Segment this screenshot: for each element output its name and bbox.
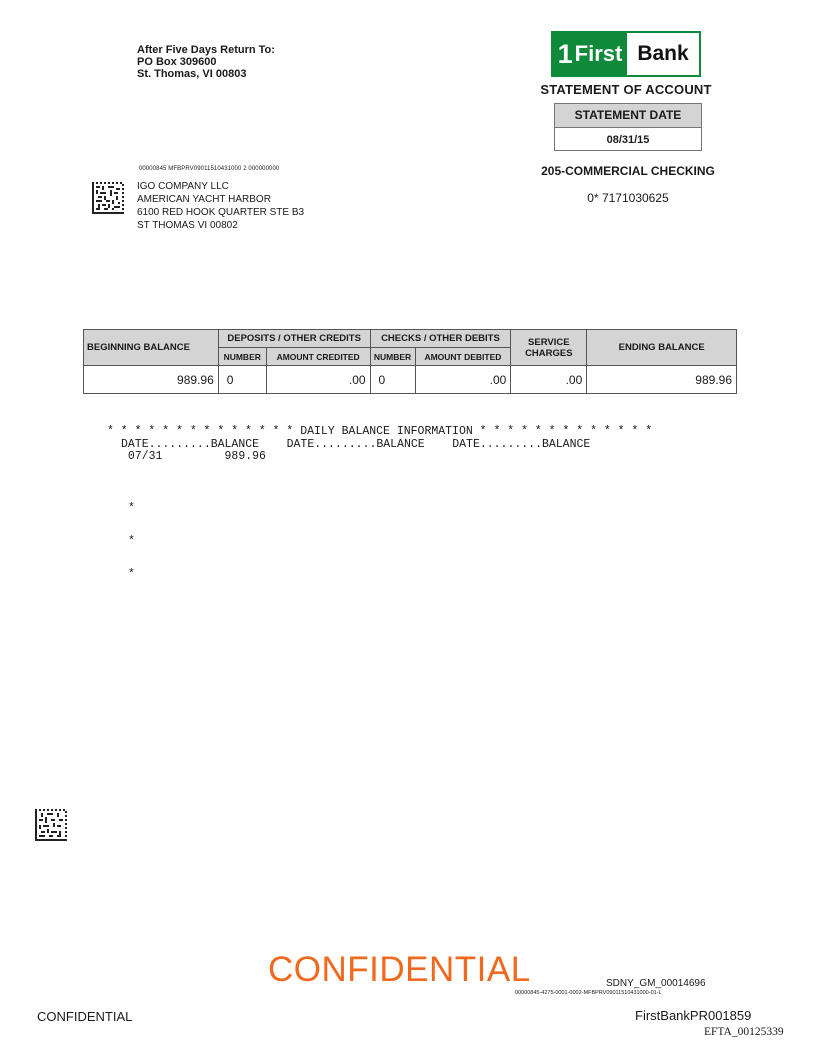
star-line: * <box>128 502 135 515</box>
table-row <box>84 366 737 394</box>
header-service-charges: SERVICE CHARGES <box>511 330 587 366</box>
mailing-line: AMERICAN YACHT HARBOR <box>137 194 271 205</box>
return-address-line2: PO Box 309600 <box>137 56 217 68</box>
ending-balance-value: 989.96 <box>587 366 737 394</box>
deposits-number-value: 0 <box>218 366 266 394</box>
daily-balance-stars <box>128 481 142 591</box>
firstbank-production-number: FirstBankPR001859 <box>635 1008 752 1023</box>
account-type: 205-COMMERCIAL CHECKING <box>541 164 715 178</box>
daily-balance-header: DATE.........BALANCE DATE.........BALANCE DATE.........BALANCE <box>121 438 591 451</box>
beginning-balance-value: 989.96 <box>84 366 219 394</box>
header-amount-debited: AMOUNT DEBITED <box>415 348 511 366</box>
confidential-stamp: CONFIDENTIAL <box>268 950 531 989</box>
mailing-address <box>137 180 304 232</box>
account-number: 0* 7171030625 <box>587 191 669 205</box>
bank-logo <box>551 31 701 77</box>
star-line: * <box>128 535 135 548</box>
logo-word-bank: Bank <box>637 42 689 65</box>
statement-date-box <box>554 103 702 151</box>
header-beginning-balance: BEGINNING BALANCE <box>84 330 219 366</box>
return-address <box>137 44 275 80</box>
star-line: * <box>128 568 135 581</box>
header-checks-number: NUMBER <box>370 348 415 366</box>
daily-balance-entry: 07/31 989.96 <box>121 450 266 463</box>
balance-summary-table <box>83 329 737 394</box>
daily-balance-banner: * * * * * * * * * * * * * * DAILY BALANCE INFORMATION * * * * * * * * * * * * * <box>107 425 653 438</box>
header-checks: CHECKS / OTHER DEBITS <box>370 330 511 348</box>
statement-title: STATEMENT OF ACCOUNT <box>540 82 712 97</box>
confidential-label: CONFIDENTIAL <box>37 1009 133 1024</box>
header-deposits: DEPOSITS / OTHER CREDITS <box>218 330 370 348</box>
header-deposits-number: NUMBER <box>218 348 266 366</box>
mailing-line: IGO COMPANY LLC <box>137 181 229 192</box>
return-address-line1: After Five Days Return To: <box>137 44 275 56</box>
datamatrix-code-icon <box>35 809 67 841</box>
statement-date-label: STATEMENT DATE <box>555 104 701 128</box>
amount-debited-value: .00 <box>415 366 511 394</box>
mailing-line: 6100 RED HOOK QUARTER STE B3 <box>137 207 305 218</box>
return-address-line3: St. Thomas, VI 00803 <box>137 68 247 80</box>
mail-barcode-text: 00000845 MFBPRV09011510431000 2 000000000 <box>139 166 280 172</box>
logo-word-first: First <box>574 41 623 66</box>
header-amount-credited: AMOUNT CREDITED <box>266 348 370 366</box>
datamatrix-code-icon <box>92 182 124 214</box>
efta-number: EFTA_00125339 <box>704 1026 784 1038</box>
amount-credited-value: .00 <box>266 366 370 394</box>
header-ending-balance: ENDING BALANCE <box>587 330 737 366</box>
document-control-number: 00000845-4275-0001-0002-MFBPRV09011510431000-01-L <box>515 990 662 996</box>
logo-numeral: 1 <box>557 38 573 69</box>
statement-date-value: 08/31/15 <box>606 134 650 146</box>
mailing-line: ST THOMAS VI 00802 <box>137 220 238 231</box>
logo-green-panel <box>553 33 627 75</box>
sdny-bates-number: SDNY_GM_00014696 <box>606 978 706 989</box>
service-charges-value: .00 <box>511 366 587 394</box>
checks-number-value: 0 <box>370 366 415 394</box>
